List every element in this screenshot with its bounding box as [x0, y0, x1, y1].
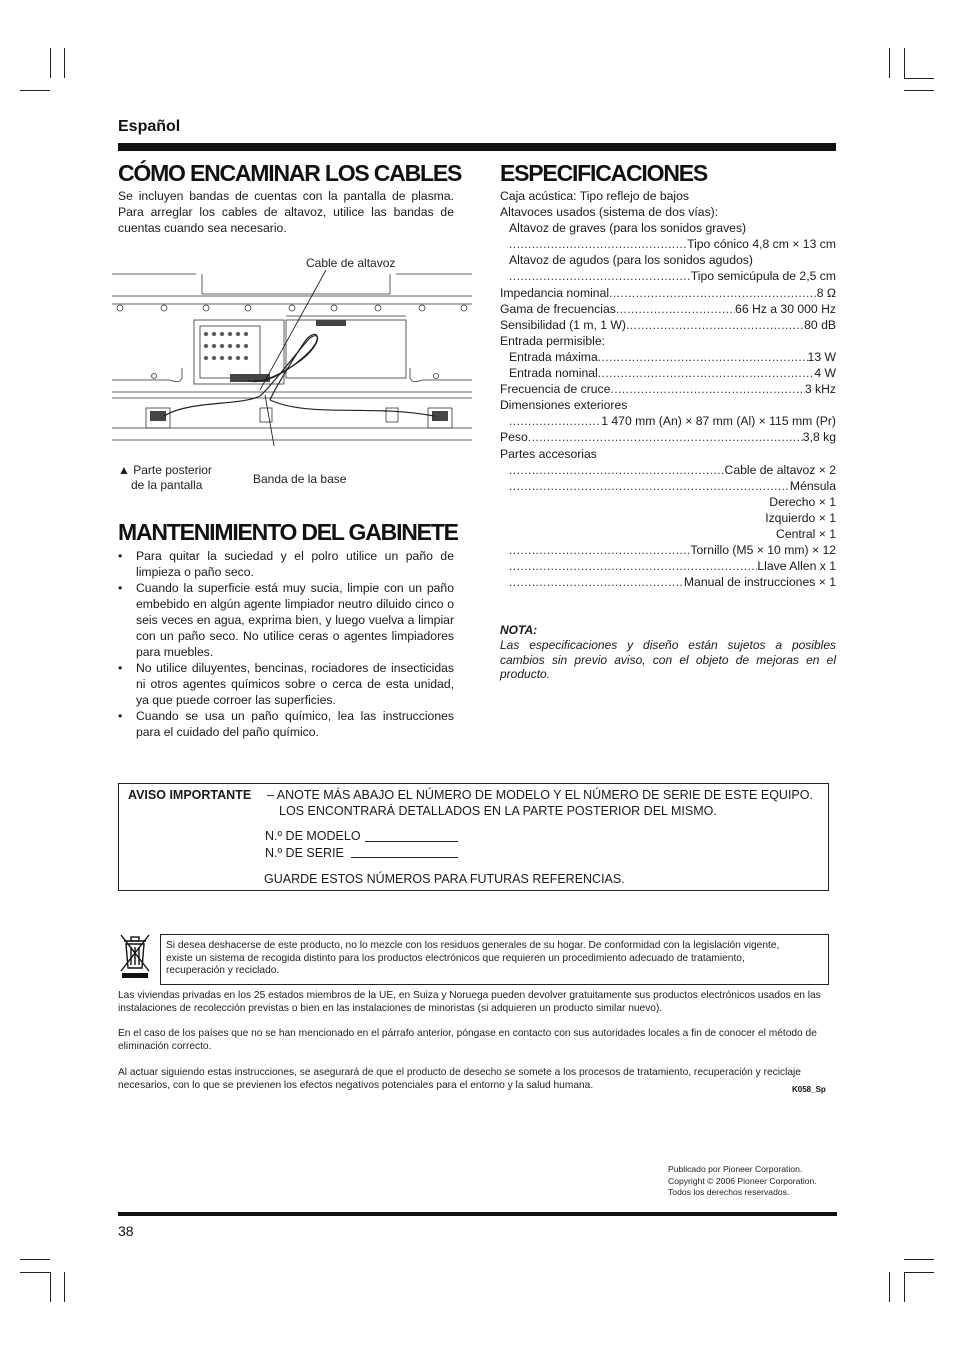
notice-keep-numbers: GUARDE ESTOS NÚMEROS PARA FUTURAS REFERENCIAS.	[264, 872, 625, 886]
spec-cruce-row	[500, 381, 836, 397]
spec-acc-manual-row	[500, 574, 836, 590]
maintenance-item: • Cuando se usa un paño químico, lea las instrucciones para el cuidado del paño químico.	[118, 708, 454, 740]
disposal-paragraph-2: En el caso de los países que no se han mencionado en el párrafo anterior, póngase en contacto con sus autoridades locales a fin de conocer el método de eliminación correcto.	[118, 1028, 817, 1052]
spec-sens-value: 80 dB	[804, 317, 836, 332]
note-text: Las especificaciones y diseño están sujetos a posibles cambios sin previo aviso, con el objeto de mejoras en el producto.	[500, 638, 836, 681]
spec-entrada: Entrada permisible:	[500, 333, 605, 348]
spec-acc-llave: Llave Allen x 1	[757, 559, 836, 574]
cables-title: CÓMO ENCAMINAR LOS CABLES	[118, 160, 462, 186]
maintenance-item: • Cuando la superficie está muy sucia, limpie con un paño embebido en algún agente limpiador neutro diluido cinco o seis veces en agua, exprima bien, y luego vuelva a limpiar con un paño seco. No utilice ceras o agentes limpiadores para muebles.	[118, 580, 454, 660]
spec-gama-value: 66 Hz a 30 000 Hz	[735, 301, 836, 316]
spec-acc-izquierdo: Izquierdo × 1	[765, 510, 836, 525]
spec-emax-value: 13 W	[807, 349, 836, 364]
spec-emax-row	[500, 349, 836, 365]
spec-sens-label: Sensibilidad (1 m, 1 W)	[500, 317, 626, 332]
model-number-label: N.º DE MODELO	[265, 829, 361, 843]
spec-acc-derecho: Derecho × 1	[769, 494, 836, 509]
spec-caja: Caja acústica: Tipo reflejo de bajos	[500, 189, 690, 203]
spec-dim-row	[500, 413, 836, 429]
spec-acc-cable: Cable de altavoz × 2	[724, 462, 836, 477]
spec-sens-row	[500, 317, 836, 333]
disposal-paragraph-3: Al actuar siguiendo estas instrucciones, se asegurará de que el producto de desecho se somete a los procesos de tratamiento, recuperación y reciclaje necesarios, con lo que se previenen los efectos negativos potenciales para el entorno y la salud humana.	[118, 1067, 801, 1091]
spec-peso-value: 3,8 kg	[802, 430, 836, 445]
spec-peso-row	[500, 429, 836, 445]
spec-acc-tornillo-row	[500, 542, 836, 558]
spec-graves-value: Tipo cónico 4,8 cm × 13 cm	[687, 237, 836, 252]
important-notice-box	[118, 783, 829, 891]
disposal-box	[160, 934, 829, 985]
specs-list	[500, 188, 836, 590]
spec-graves-label: Altavoz de graves (para los sonidos graves)	[509, 221, 747, 236]
spec-gama-label: Gama de frecuencias	[500, 301, 616, 316]
disposal-box-text: Si desea deshacerse de este producto, no lo mezcle con los residuos generales de su hogar. De conformidad con la legislación vigente, existe un sistema de recogida distinto para los productos electrónicos que requieren un procedimiento adecuado de tratamiento, recuperación y reciclado.	[166, 940, 780, 977]
header-rule	[118, 143, 836, 151]
label-base-band: Banda de la base	[253, 472, 347, 486]
label-speaker-cable: Cable de altavoz	[306, 256, 396, 270]
spec-enom-label: Entrada nominal	[509, 366, 598, 381]
notice-label: AVISO IMPORTANTE	[128, 788, 252, 802]
spec-agudos-value: Tipo semicúpula de 2,5 cm	[690, 269, 836, 284]
publisher-line-3: Todos los derechos reservados.	[668, 1187, 790, 1197]
notice-line-2: LOS ENCONTRARÁ DETALLADOS EN LA PARTE POSTERIOR DEL MISMO.	[279, 804, 717, 818]
spec-acc-mensula: Ménsula	[789, 478, 836, 493]
specs-title: ESPECIFICACIONES	[500, 160, 708, 186]
page-number: 38	[118, 1223, 134, 1239]
spec-peso-label: Peso	[500, 430, 528, 445]
spec-gama-row	[500, 301, 836, 317]
spec-impedancia-value: 8 Ω	[816, 285, 836, 300]
spec-emax-label: Entrada máxima	[509, 349, 598, 364]
spec-partes: Partes accesorias	[500, 446, 597, 461]
disposal-paragraph-1: Las viviendas privadas en los 25 estados miembros de la UE, en Suiza y Noruega pueden devolver gratuitamente sus productos electrónicos usados en las instalaciones de recolección previstas o bien en las instalaciones de minoristas (si adquieren un producto similar nuevo).	[118, 990, 821, 1014]
spec-acc-manual: Manual de instrucciones × 1	[683, 575, 836, 590]
label-rear-panel-1: ▲ Parte posterior	[118, 463, 212, 477]
spec-cruce-value: 3 kHz	[804, 382, 836, 397]
serial-number-line[interactable]	[351, 857, 458, 858]
spec-dim-label: Dimensiones exteriores	[500, 398, 628, 413]
maintenance-item: • Para quitar la suciedad y el polro utilice un paño de limpieza o paño seco.	[118, 548, 454, 580]
publisher-line-2: Copyright © 2006 Pioneer Corporation.	[668, 1175, 817, 1186]
publisher-line-1: Publicado por Pioneer Corporation.	[668, 1164, 803, 1174]
maintenance-item: • No utilice diluyentes, bencinas, rociadores de insecticidas ni otros agentes químicos sobre o cerca de esta unidad, ya que puede corroer las superficies.	[118, 660, 454, 708]
spec-impedancia-row	[500, 285, 836, 301]
label-rear-panel-2: de la pantalla	[131, 478, 203, 492]
spec-cruce-label: Frecuencia de cruce	[500, 382, 611, 397]
spec-acc-llave-row	[500, 558, 836, 574]
spec-altavoces: Altavoces usados (sistema de dos vías):	[500, 205, 719, 220]
spec-acc-mensula-row	[500, 478, 836, 494]
spec-enom-value: 4 W	[814, 366, 836, 381]
spec-agudos-row	[500, 268, 836, 284]
maintenance-list	[118, 548, 454, 740]
spec-enom-row	[500, 365, 836, 381]
spec-dim-value: 1 470 mm (An) × 87 mm (Al) × 115 mm (Pr)	[601, 414, 836, 429]
spec-acc-tornillo: Tornillo (M5 × 10 mm) × 12	[690, 543, 836, 558]
notice-line-1: – ANOTE MÁS ABAJO EL NÚMERO DE MODELO Y EL NÚMERO DE SERIE DE ESTE EQUIPO.	[267, 788, 813, 802]
document-code: K058_Sp	[792, 1085, 826, 1094]
footer-rule	[118, 1212, 837, 1216]
serial-number-label: N.º DE SERIE	[265, 846, 344, 860]
spec-agudos-label: Altavoz de agudos (para los sonidos agudos)	[509, 253, 753, 268]
cables-intro: Se incluyen bandas de cuentas con la pantalla de plasma. Para arreglar los cables de altavoz, utilice las bandas de cuentas cuando sea necesario.	[118, 189, 454, 235]
spec-graves-row	[500, 236, 836, 252]
spec-acc-central: Central × 1	[776, 526, 836, 541]
cable-routing-diagram	[110, 268, 474, 446]
publisher-block	[668, 1164, 817, 1199]
spec-impedancia-label: Impedancia nominal	[500, 285, 610, 300]
language-label: Español	[118, 118, 181, 135]
maintenance-title: MANTENIMIENTO DEL GABINETE	[118, 519, 458, 545]
spec-acc-cable-row	[500, 462, 836, 478]
crossed-bin-icon	[118, 932, 152, 980]
note-title: NOTA:	[500, 623, 538, 637]
model-number-line[interactable]	[365, 841, 458, 842]
